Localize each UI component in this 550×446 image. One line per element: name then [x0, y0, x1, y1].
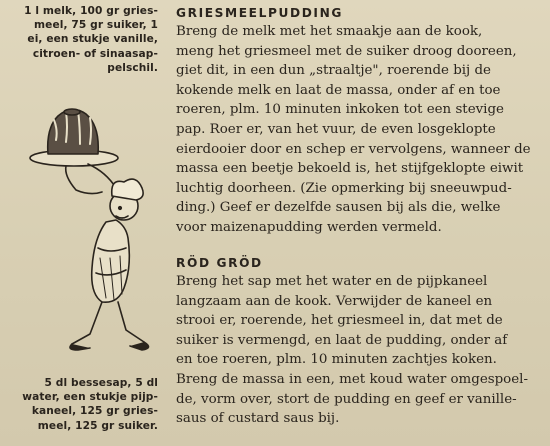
griesmeelpudding-heading: GRIESMEELPUDDING — [176, 6, 343, 20]
griesmeelpudding-ingredients: 1 l melk, 100 gr gries- meel, 75 gr suiker, 1 ei, een stukje vanille, citroen- of sinaasap- pelschil. — [24, 5, 158, 74]
rod-grod-ingredients: 5 dl bessesap, 5 dl water, een stukje pijp- kaneel, 125 gr gries- meel, 125 gr suiker. — [22, 377, 158, 432]
rod-grod-heading: RÖD GRÖD — [176, 256, 263, 270]
chef-carrying-pudding-illustration — [6, 98, 166, 360]
rod-grod-instructions: Breng het sap met het water en de pijpkaneel langzaam aan de kook. Verwijder de kaneel en strooi er, roerende, het griesmeel in, dat met de suiker is vermengd, en laat de pudding, onder af en toe roeren, plm. 10 minuten zachtjes koken. Breng de massa in een, met koud water omgespoel- de, vorm over, stort de pudding en geef er vanille- saus of custard saus bij. — [176, 274, 528, 427]
griesmeelpudding-instructions: Breng de melk met het smaakje aan de kook, meng het griesmeel met de suiker droog dooreen, giet dit, in een dun „straaltje", roerende bij de kokende melk en laat de massa, onder af en toe roeren, plm. 10 minuten inkoken tot een stevige pap. Roer er, van het vuur, de even losgeklopte eierdooier door en schep er vervolgens, wanneer de massa een beetje bekoeld is, het stijfgeklopte eiwit luchtig doorheen. (Zie opmerking bij sneeuwpud- ding.) Geef er dezelfde sausen bij als die, welke voor maizenapudding werden vermeld. — [176, 24, 531, 235]
